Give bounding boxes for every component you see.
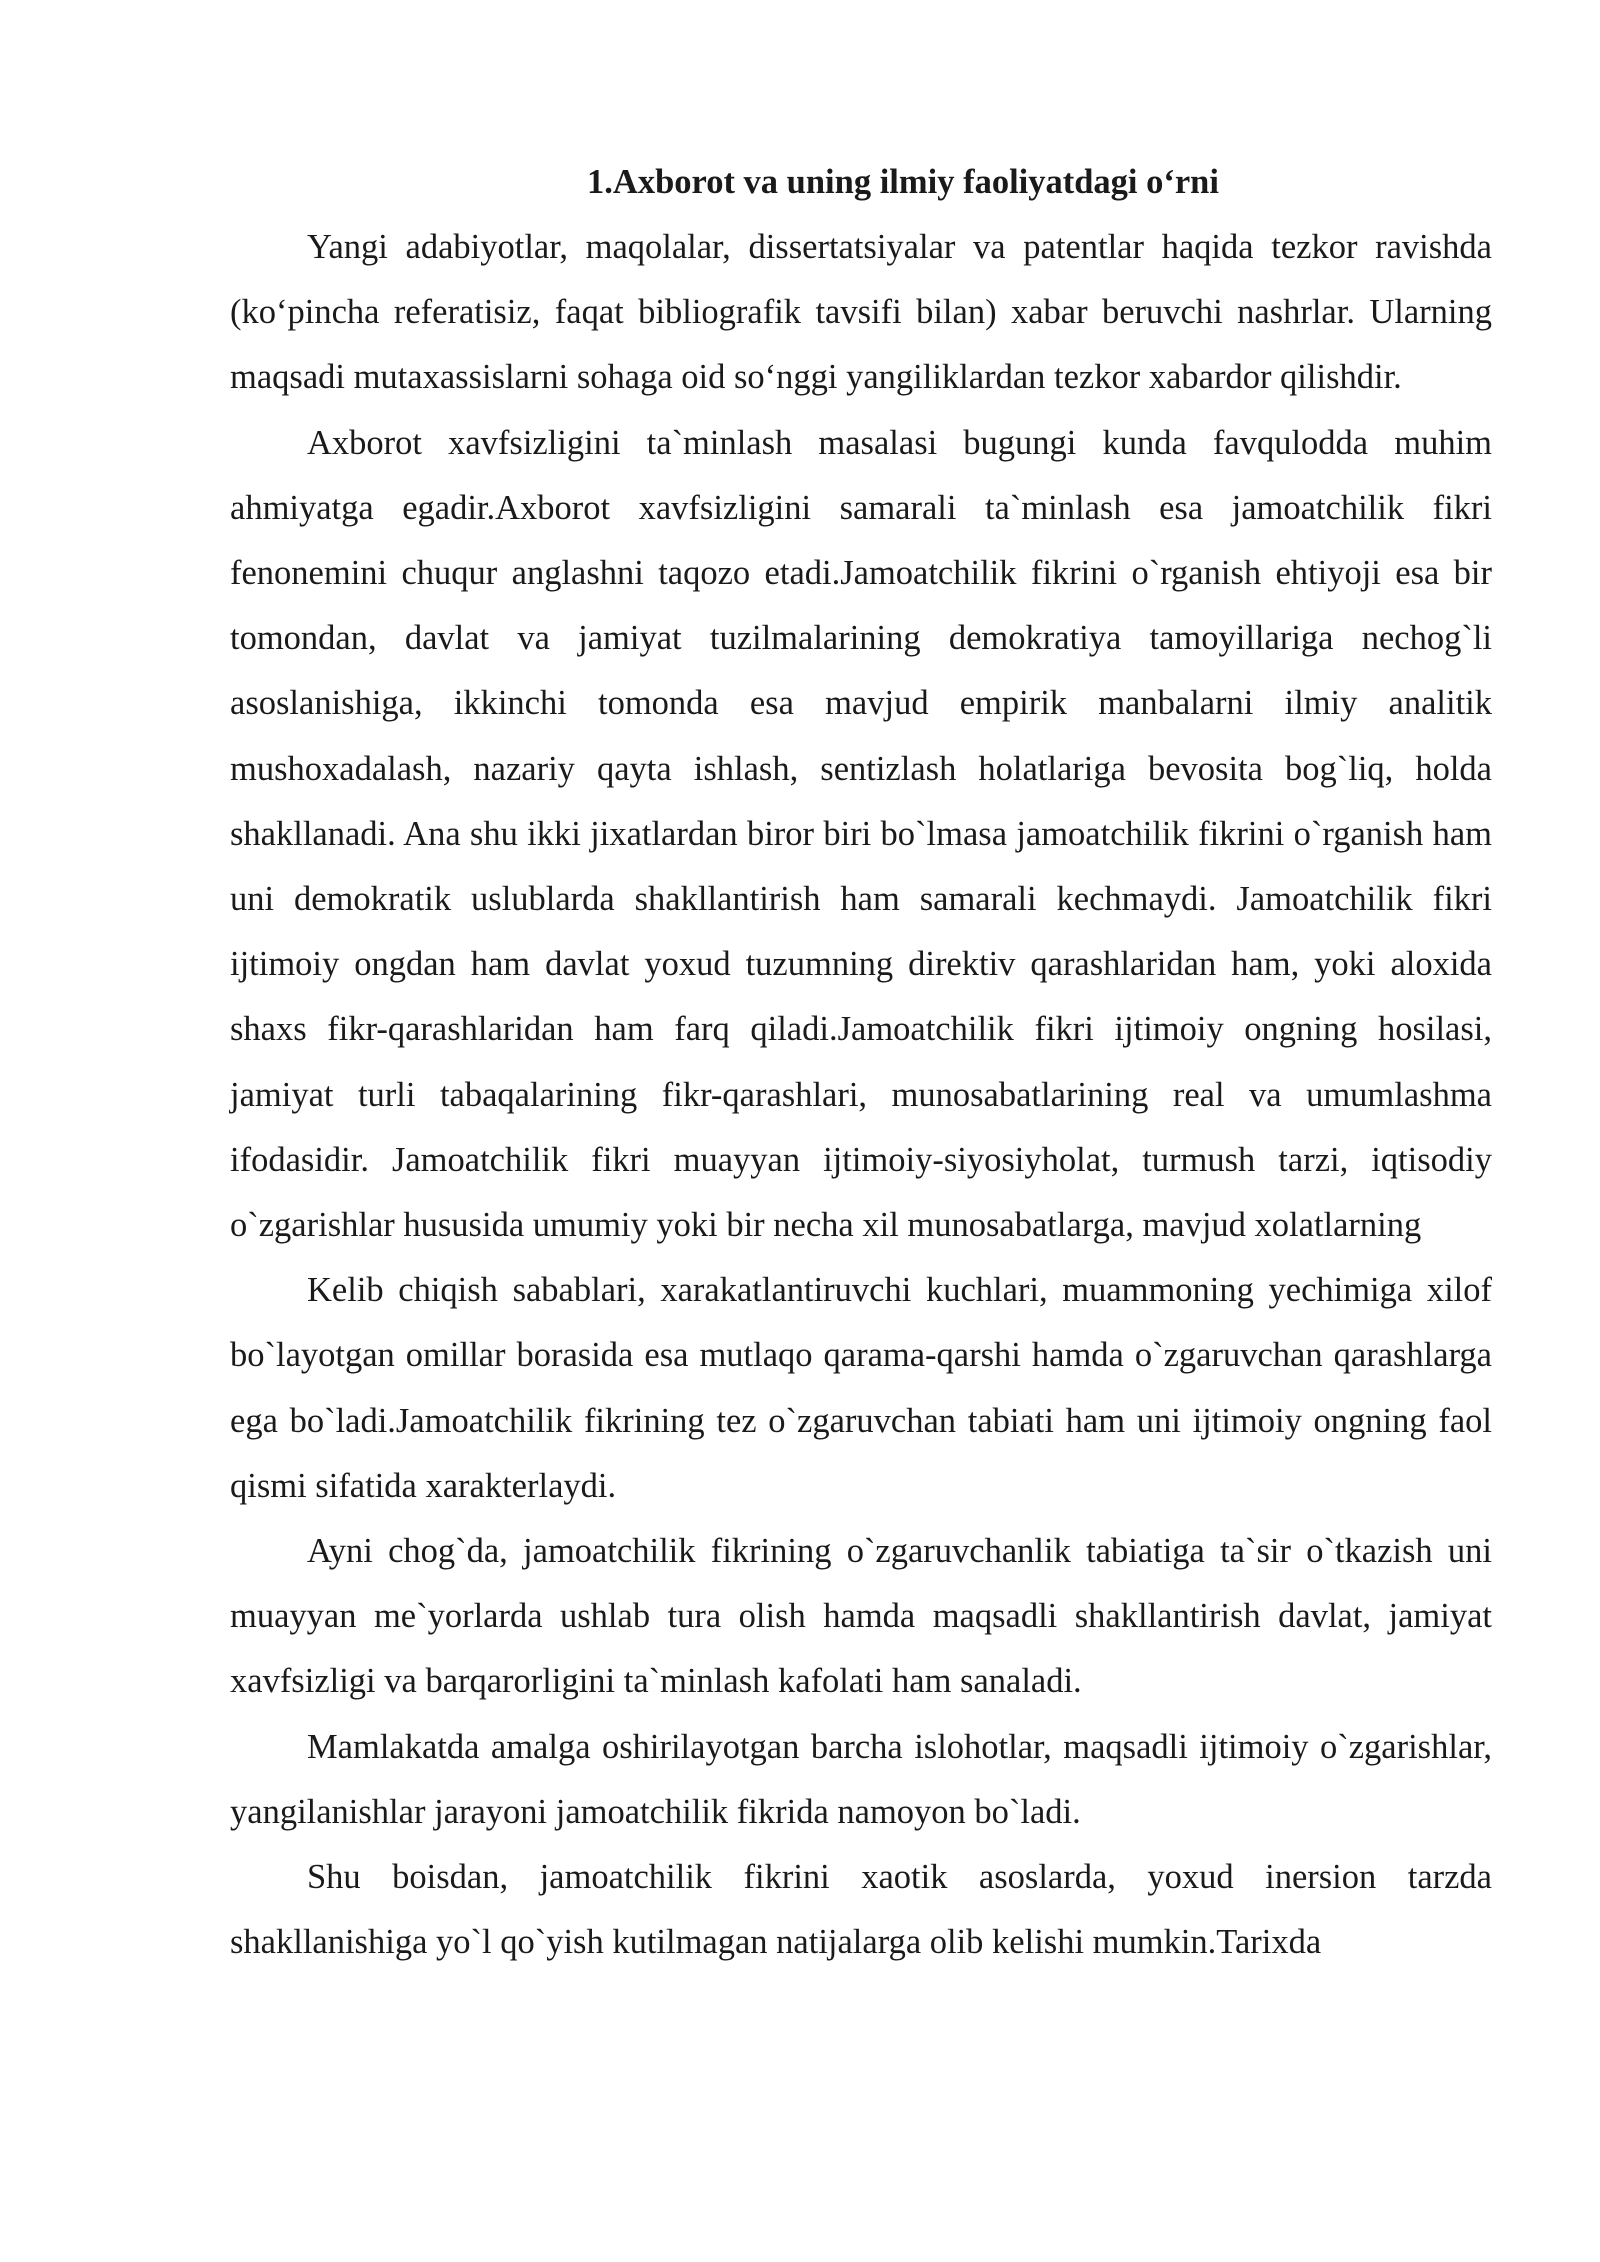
paragraph-6: Shu boisdan, jamoatchilik fikrini xaotik asoslarda, yoxud inersion tarzda shakllanishiga yo`l qo`yish kutilmagan natijalarga olib kelishi mumkin.Tarixda	[230, 1858, 1492, 1962]
paragraph-2: Axborot xavfsizligini ta`minlash masalasi bugungi kunda favqulodda muhim ahmiyatga egadir.Axborot xavfsizligini samarali ta`minlash esa jamoatchilik fikri fenonemini chuqur anglashni taqozo etadi.Jamoatchilik fikrini o`rganish ehtiyoji esa bir tomondan, davlat va jamiyat tuzilmalarining demokratiya tamoyillariga nechog`li asoslanishiga, ikkinchi tomonda esa mavjud empirik manbalarni ilmiy analitik mushoxadalash, nazariy qayta ishlash, sentizlash holatlariga bevosita bog`liq, holda shakllanadi. Ana shu ikki jixatlardan biror biri bo`lmasa jamoatchilik fikrini o`rganish ham uni demokratik uslublarda shakllantirish ham samarali kechmaydi. Jamoatchilik fikri ijtimoiy ongdan ham davlat yoxud tuzumning direktiv qarashlaridan ham, yoki aloxida shaxs fikr-qarashlaridan ham farq qiladi.Jamoatchilik fikri ijtimoiy ongning hosilasi, jamiyat turli tabaqalarining fikr-qarashlari, munosabatlarining real va umumlashma ifodasidir. Jamoatchilik fikri muayyan ijtimoiy-siyosiyholat, turmush tarzi, iqtisodiy o`zgarishlar hususida umumiy yoki bir necha xil munosabatlarga, mavjud xolatlarning	[230, 423, 1492, 1245]
paragraph-3: Kelib chiqish sabablari, xarakatlantiruvchi kuchlari, muammoning yechimiga xilof bo`layotgan omillar borasida esa mutlaqo qarama-qarshi hamda o`zgaruvchan qarashlarga ega bo`ladi.Jamoatchilik fikrining tez o`zgaruvchan tabiati ham uni ijtimoiy ongning faol qismi sifatida xarakterlaydi.	[230, 1271, 1492, 1505]
paragraph-5: Mamlakatda amalga oshirilayotgan barcha islohotlar, maqsadli ijtimoiy o`zgarishlar, yangilanishlar jarayoni jamoatchilik fikrida namoyon bo`ladi.	[230, 1727, 1492, 1831]
paragraph-1: Yangi adabiyotlar, maqolalar, dissertatsiyalar va patentlar haqida tezkor ravishda (ko‘pincha referatisiz, faqat bibliografik tavsifi bilan) xabar beruvchi nashrlar. Ularning maqsadi mutaxassislarni sohaga oid so‘nggi yangiliklardan tezkor xabardor qilishdir.	[230, 228, 1492, 397]
section-title: 1.Axborot va uning ilmiy faoliyatdagi o‘rni	[587, 163, 1219, 201]
document-page	[230, 150, 1492, 1975]
paragraph-4: Ayni chog`da, jamoatchilik fikrining o`zgaruvchanlik tabiatiga ta`sir o`tkazish uni muayyan me`yorlarda ushlab tura olish hamda maqsadli shakllantirish davlat, jamiyat xavfsizligi va barqarorligini ta`minlash kafolati ham sanaladi.	[230, 1532, 1492, 1701]
